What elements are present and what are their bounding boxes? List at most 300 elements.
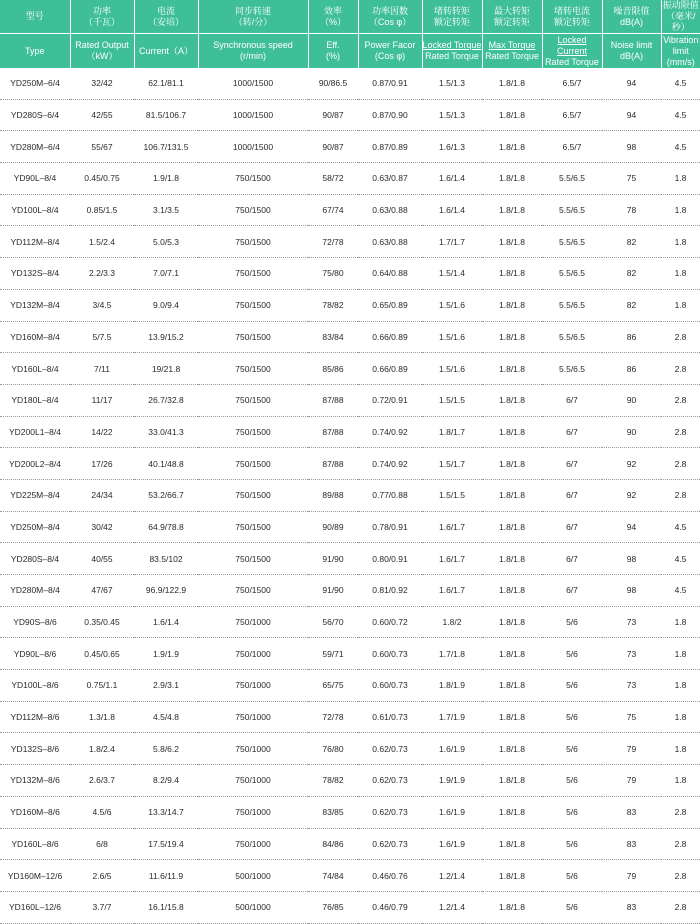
header-en-label: Noise limit (603, 40, 661, 51)
table-cell: 6/7 (542, 543, 602, 575)
table-cell: 0.66/0.89 (358, 353, 422, 385)
table-cell: 72/78 (308, 701, 358, 733)
table-cell: 5.5/6.5 (542, 258, 602, 290)
table-row (0, 891, 700, 923)
table-cell: 750/1500 (198, 575, 308, 607)
table-cell: 2.8 (661, 479, 700, 511)
table-cell: 90/87 (308, 99, 358, 131)
header-en-sublabel: (%) (309, 51, 358, 62)
table-cell: 750/1500 (198, 163, 308, 195)
table-cell: 1.8/1.8 (482, 416, 542, 448)
table-cell: 79 (602, 765, 661, 797)
table-cell: 4.5/6 (70, 796, 134, 828)
table-cell: 0.80/0.91 (358, 543, 422, 575)
table-cell: 83.5/102 (134, 543, 198, 575)
table-cell: 750/1500 (198, 511, 308, 543)
table-cell: 5/6 (542, 860, 602, 892)
table-cell: 87/88 (308, 384, 358, 416)
table-cell: 94 (602, 99, 661, 131)
table-cell: YD160L–12/6 (0, 891, 70, 923)
table-cell: 750/1500 (198, 543, 308, 575)
table-cell: YD200L1–8/4 (0, 416, 70, 448)
table-cell: 1.8/1.8 (482, 765, 542, 797)
table-cell: YD132S–8/4 (0, 258, 70, 290)
table-cell: 2.6/3.7 (70, 765, 134, 797)
table-cell: 1.7/1.7 (422, 226, 482, 258)
table-cell: 1.8 (661, 733, 700, 765)
table-cell: YD132S–8/6 (0, 733, 70, 765)
table-cell: 83 (602, 891, 661, 923)
table-cell: YD160L–8/6 (0, 828, 70, 860)
header-cn-7 (482, 0, 542, 34)
table-row (0, 68, 700, 99)
table-cell: 0.45/0.65 (70, 638, 134, 670)
header-en-label: Rated Output (71, 40, 134, 51)
header-cn-4 (308, 0, 358, 34)
header-cn-sublabel: dB(A) (603, 17, 661, 28)
header-cn-sublabel: （转/分） (199, 17, 308, 28)
header-cn-label: 堵转转矩 (423, 6, 482, 17)
table-cell: 81.5/106.7 (134, 99, 198, 131)
table-cell: 0.77/0.88 (358, 479, 422, 511)
table-cell: 90/86.5 (308, 68, 358, 99)
table-cell: 750/1000 (198, 638, 308, 670)
table-cell: 1.6/1.4 (422, 194, 482, 226)
table-cell: 0.66/0.89 (358, 321, 422, 353)
table-cell: 2.9/3.1 (134, 670, 198, 702)
table-row (0, 416, 700, 448)
table-cell: 83/84 (308, 321, 358, 353)
table-cell: 1.6/1.4 (134, 606, 198, 638)
table-cell: 3.7/7 (70, 891, 134, 923)
table-row (0, 511, 700, 543)
table-row (0, 194, 700, 226)
table-row (0, 448, 700, 480)
table-cell: 0.61/0.73 (358, 701, 422, 733)
table-cell: 5.5/6.5 (542, 226, 602, 258)
table-cell: 65/75 (308, 670, 358, 702)
table-cell: 1.6/1.4 (422, 163, 482, 195)
table-cell: 2.8 (661, 384, 700, 416)
table-cell: 8.2/9.4 (134, 765, 198, 797)
table-cell: 2.2/3.3 (70, 258, 134, 290)
table-cell: 79 (602, 860, 661, 892)
header-en-3 (198, 34, 308, 69)
table-cell: 5/6 (542, 796, 602, 828)
table-cell: YD280S–8/4 (0, 543, 70, 575)
header-en-0 (0, 34, 70, 69)
table-cell: 0.85/1.5 (70, 194, 134, 226)
header-cn-label: 功率因数 (359, 6, 422, 17)
table-cell: 74/84 (308, 860, 358, 892)
header-cn-sublabel: （Cos φ） (359, 17, 422, 28)
table-cell: 750/1000 (198, 796, 308, 828)
table-cell: 13.3/14.7 (134, 796, 198, 828)
table-cell: 2.8 (661, 860, 700, 892)
header-cn-sublabel: （安培） (135, 17, 198, 28)
table-cell: 750/1000 (198, 701, 308, 733)
table-cell: 5.5/6.5 (542, 194, 602, 226)
table-cell: 1.8/2.4 (70, 733, 134, 765)
table-cell: 1.8/1.8 (482, 226, 542, 258)
table-header (0, 0, 700, 68)
table-cell: 24/34 (70, 479, 134, 511)
table-cell: 0.46/0.76 (358, 860, 422, 892)
table-cell: 5.5/6.5 (542, 289, 602, 321)
table-cell: 47/67 (70, 575, 134, 607)
table-cell: 75 (602, 701, 661, 733)
table-cell: YD100L–8/4 (0, 194, 70, 226)
header-en-10 (661, 34, 700, 69)
table-cell: 0.87/0.91 (358, 68, 422, 99)
table-cell: 4.5 (661, 68, 700, 99)
header-cn-label: 电流 (135, 6, 198, 17)
table-cell: 90 (602, 416, 661, 448)
table-cell: 92 (602, 448, 661, 480)
table-cell: 1000/1500 (198, 99, 308, 131)
table-cell: 16.1/15.8 (134, 891, 198, 923)
table-cell: 0.87/0.90 (358, 99, 422, 131)
table-cell: 5/6 (542, 638, 602, 670)
table-cell: 96.9/122.9 (134, 575, 198, 607)
table-cell: YD200L2–8/4 (0, 448, 70, 480)
table-cell: 1.6/1.7 (422, 511, 482, 543)
table-cell: YD160L–8/4 (0, 353, 70, 385)
table-cell: 1.8 (661, 606, 700, 638)
table-cell: 87/88 (308, 448, 358, 480)
table-cell: 500/1000 (198, 891, 308, 923)
table-cell: 4.5 (661, 511, 700, 543)
header-en-label: Power Facor (359, 40, 422, 51)
table-cell: 26.7/32.8 (134, 384, 198, 416)
table-cell: 92 (602, 479, 661, 511)
table-cell: 1.8/1.8 (482, 828, 542, 860)
table-cell: 91/90 (308, 543, 358, 575)
table-cell: 750/1500 (198, 194, 308, 226)
table-cell: 1.8/1.8 (482, 575, 542, 607)
table-cell: 1.8/1.8 (482, 131, 542, 163)
header-en-sublabel: Rated Torque (423, 51, 482, 62)
table-cell: 7/11 (70, 353, 134, 385)
table-row (0, 860, 700, 892)
table-cell: 6/7 (542, 416, 602, 448)
table-cell: 0.62/0.73 (358, 765, 422, 797)
header-cn-3 (198, 0, 308, 34)
table-cell: 0.60/0.73 (358, 670, 422, 702)
header-en-label: Eff. (309, 40, 358, 51)
table-cell: 1.8/1.8 (482, 701, 542, 733)
table-cell: 1.8 (661, 163, 700, 195)
table-cell: 750/1000 (198, 606, 308, 638)
table-cell: 76/85 (308, 891, 358, 923)
table-cell: 40.1/48.8 (134, 448, 198, 480)
table-row (0, 670, 700, 702)
table-cell: 1.5/1.6 (422, 289, 482, 321)
table-cell: YD90S–8/6 (0, 606, 70, 638)
table-cell: YD100L–8/6 (0, 670, 70, 702)
table-row (0, 543, 700, 575)
table-cell: 0.45/0.75 (70, 163, 134, 195)
table-cell: 33.0/41.3 (134, 416, 198, 448)
table-cell: 750/1500 (198, 448, 308, 480)
table-cell: 1.8/1.8 (482, 289, 542, 321)
header-en-sublabel: Rated Torque (543, 57, 602, 68)
table-cell: 1.8/1.8 (482, 891, 542, 923)
table-cell: 75/80 (308, 258, 358, 290)
table-cell: 1.8/1.8 (482, 258, 542, 290)
table-cell: 89/88 (308, 479, 358, 511)
table-row (0, 828, 700, 860)
table-cell: 1.8/1.8 (482, 543, 542, 575)
table-cell: 2.8 (661, 321, 700, 353)
table-cell: 1.8/1.8 (482, 796, 542, 828)
table-cell: 87/88 (308, 416, 358, 448)
header-en-2 (134, 34, 198, 69)
table-row (0, 163, 700, 195)
table-row (0, 796, 700, 828)
table-cell: 0.60/0.72 (358, 606, 422, 638)
table-cell: 1.8/1.8 (482, 733, 542, 765)
table-cell: YD90L–8/4 (0, 163, 70, 195)
header-cn-label: 噪音限值 (603, 6, 661, 17)
table-cell: 1.8 (661, 638, 700, 670)
table-row (0, 701, 700, 733)
table-cell: 6/7 (542, 479, 602, 511)
table-cell: 5.0/5.3 (134, 226, 198, 258)
table-cell: 5.8/6.2 (134, 733, 198, 765)
table-cell: 1.8/1.8 (482, 670, 542, 702)
table-cell: 0.63/0.88 (358, 194, 422, 226)
table-cell: 1.6/1.3 (422, 131, 482, 163)
header-cn-label: 最大转矩 (483, 6, 542, 17)
table-cell: 1.8/1.8 (482, 353, 542, 385)
header-cn-1 (70, 0, 134, 34)
table-cell: 40/55 (70, 543, 134, 575)
table-cell: YD160M–8/6 (0, 796, 70, 828)
table-cell: 5.5/6.5 (542, 163, 602, 195)
table-cell: 1.9/1.9 (422, 765, 482, 797)
table-row (0, 99, 700, 131)
header-cn-label: 振动限值（毫米/秒） (662, 0, 700, 33)
header-en-6 (422, 34, 482, 69)
table-cell: 6/7 (542, 575, 602, 607)
table-row (0, 131, 700, 163)
table-row (0, 733, 700, 765)
table-cell: 1.8/1.8 (482, 606, 542, 638)
header-en-sublabel: (Cos φ) (359, 51, 422, 62)
table-cell: 1.8 (661, 289, 700, 321)
header-cn-sublabel: （%） (309, 17, 358, 28)
table-cell: 2.6/5 (70, 860, 134, 892)
table-cell: 5/6 (542, 891, 602, 923)
table-cell: YD250M–8/4 (0, 511, 70, 543)
table-row (0, 258, 700, 290)
table-cell: 32/42 (70, 68, 134, 99)
table-cell: 5.5/6.5 (542, 321, 602, 353)
header-cn-label: 堵转电流 (543, 6, 602, 17)
table-cell: 0.74/0.92 (358, 416, 422, 448)
header-en-sublabel: (r/min) (199, 51, 308, 62)
table-cell: 1.2/1.4 (422, 891, 482, 923)
table-cell: 82 (602, 258, 661, 290)
table-cell: 1.8/1.8 (482, 479, 542, 511)
table-cell: 13.9/15.2 (134, 321, 198, 353)
table-cell: 1.8 (661, 765, 700, 797)
table-cell: 83/85 (308, 796, 358, 828)
table-row (0, 575, 700, 607)
table-cell: 94 (602, 511, 661, 543)
header-en-sublabel: Rated Torque (483, 51, 542, 62)
table-cell: 98 (602, 131, 661, 163)
table-cell: YD112M–8/6 (0, 701, 70, 733)
table-cell: 1.5/1.6 (422, 321, 482, 353)
table-cell: 2.8 (661, 448, 700, 480)
table-cell: 1.2/1.4 (422, 860, 482, 892)
table-cell: 2.8 (661, 796, 700, 828)
table-cell: 67/74 (308, 194, 358, 226)
header-cn-label: 同步转速 (199, 6, 308, 17)
table-cell: 0.74/0.92 (358, 448, 422, 480)
table-cell: 2.8 (661, 416, 700, 448)
table-cell: 86 (602, 321, 661, 353)
table-cell: 1.6/1.9 (422, 796, 482, 828)
table-cell: YD112M–8/4 (0, 226, 70, 258)
header-en-label: Locked Torque (423, 40, 482, 51)
header-en-7 (482, 34, 542, 69)
table-cell: 98 (602, 575, 661, 607)
table-cell: 55/67 (70, 131, 134, 163)
table-cell: 9.0/9.4 (134, 289, 198, 321)
table-row (0, 353, 700, 385)
table-cell: 90/89 (308, 511, 358, 543)
header-cn-10 (661, 0, 700, 34)
table-cell: YD132M–8/6 (0, 765, 70, 797)
table-row (0, 226, 700, 258)
header-en-4 (308, 34, 358, 69)
table-cell: 17/26 (70, 448, 134, 480)
table-cell: 750/1000 (198, 733, 308, 765)
table-cell: 5/6 (542, 670, 602, 702)
table-cell: 62.1/81.1 (134, 68, 198, 99)
table-cell: 1.8/1.7 (422, 416, 482, 448)
table-cell: 5/6 (542, 701, 602, 733)
table-cell: 5/6 (542, 765, 602, 797)
table-cell: 750/1000 (198, 765, 308, 797)
table-cell: 42/55 (70, 99, 134, 131)
table-cell: 0.75/1.1 (70, 670, 134, 702)
header-en-label: Synchronous speed (199, 40, 308, 51)
header-cn-label: 型号 (0, 11, 70, 22)
table-cell: 83 (602, 796, 661, 828)
table-cell: 0.64/0.88 (358, 258, 422, 290)
table-cell: YD250M–6/4 (0, 68, 70, 99)
table-cell: 1.6/1.7 (422, 575, 482, 607)
header-cn-label: 功率 (71, 6, 134, 17)
table-cell: 1.5/2.4 (70, 226, 134, 258)
table-cell: 1.8 (661, 701, 700, 733)
table-cell: 0.46/0.79 (358, 891, 422, 923)
header-en-label: Locked Current (543, 35, 602, 57)
table-cell: 750/1000 (198, 828, 308, 860)
table-cell: 3.1/3.5 (134, 194, 198, 226)
table-cell: 750/1500 (198, 289, 308, 321)
table-row (0, 765, 700, 797)
table-cell: 1000/1500 (198, 131, 308, 163)
table-cell: 0.62/0.73 (358, 733, 422, 765)
header-en-5 (358, 34, 422, 69)
table-cell: YD132M–8/4 (0, 289, 70, 321)
table-cell: 2.8 (661, 891, 700, 923)
table-cell: 53.2/66.7 (134, 479, 198, 511)
header-en-1 (70, 34, 134, 69)
header-cn-label: 效率 (309, 6, 358, 17)
table-cell: 1.3/1.8 (70, 701, 134, 733)
table-cell: 1.8/2 (422, 606, 482, 638)
table-cell: 0.62/0.73 (358, 796, 422, 828)
table-cell: 6/7 (542, 448, 602, 480)
table-row (0, 479, 700, 511)
table-cell: 0.35/0.45 (70, 606, 134, 638)
table-cell: 6/7 (542, 384, 602, 416)
header-cn-0 (0, 0, 70, 34)
table-cell: 72/78 (308, 226, 358, 258)
table-cell: 1.9/1.9 (134, 638, 198, 670)
table-cell: 73 (602, 670, 661, 702)
header-en-sublabel: (mm/s) (662, 57, 700, 68)
header-cn-sublabel: 额定转矩 (543, 17, 602, 28)
table-cell: 1.5/1.5 (422, 384, 482, 416)
table-cell: 11.6/11.9 (134, 860, 198, 892)
table-cell: 6.5/7 (542, 68, 602, 99)
table-cell: 1.8/1.8 (482, 638, 542, 670)
table-cell: 0.87/0.89 (358, 131, 422, 163)
table-cell: 1.9/1.8 (134, 163, 198, 195)
table-cell: YD160M–12/6 (0, 860, 70, 892)
table-cell: 1.8 (661, 258, 700, 290)
table-row (0, 606, 700, 638)
table-cell: 4.5 (661, 575, 700, 607)
table-cell: 78 (602, 194, 661, 226)
table-cell: YD180L–8/4 (0, 384, 70, 416)
table-cell: 83 (602, 828, 661, 860)
table-cell: 1.6/1.7 (422, 543, 482, 575)
header-cn-8 (542, 0, 602, 34)
table-cell: 1.8/1.8 (482, 194, 542, 226)
table-cell: 4.5/4.8 (134, 701, 198, 733)
header-cn-6 (422, 0, 482, 34)
table-cell: 1000/1500 (198, 68, 308, 99)
table-cell: 1.5/1.3 (422, 99, 482, 131)
table-cell: 1.8/1.8 (482, 511, 542, 543)
table-cell: 78/82 (308, 289, 358, 321)
table-cell: 5.5/6.5 (542, 353, 602, 385)
header-cn-5 (358, 0, 422, 34)
table-cell: 1.8 (661, 670, 700, 702)
table-cell: 1.7/1.9 (422, 701, 482, 733)
table-cell: YD280M–6/4 (0, 131, 70, 163)
table-cell: 0.65/0.89 (358, 289, 422, 321)
table-cell: 86 (602, 353, 661, 385)
table-row (0, 638, 700, 670)
header-en-label: Type (0, 46, 70, 57)
table-cell: 4.5 (661, 99, 700, 131)
table-cell: 750/1500 (198, 321, 308, 353)
table-cell: 6.5/7 (542, 131, 602, 163)
table-cell: 1.8/1.8 (482, 99, 542, 131)
header-en-8 (542, 34, 602, 69)
table-cell: 0.72/0.91 (358, 384, 422, 416)
table-cell: 58/72 (308, 163, 358, 195)
